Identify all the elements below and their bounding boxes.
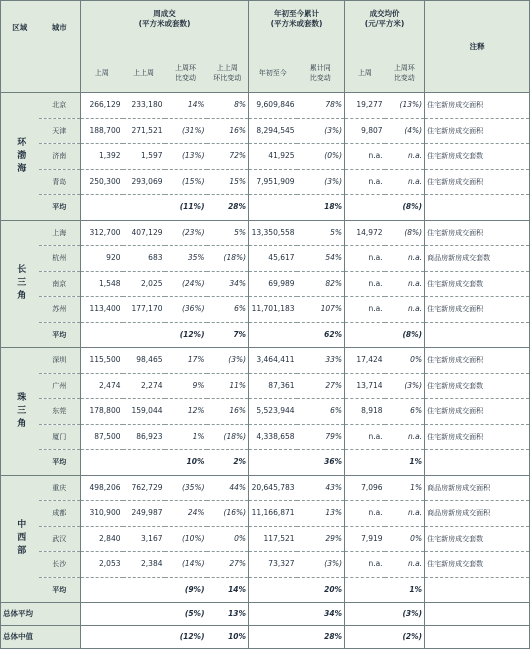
last-week-value: 115,500 [89,355,121,365]
wow-change: 1% [165,424,207,450]
empty-cell [345,577,385,603]
prev-week-value: 2,274 [123,373,165,399]
wow-change: (15%) [165,169,207,195]
average-prev-wow: 7% [207,322,249,348]
ytd-yoy-change: (0%) [297,144,345,170]
prev-wow-change: (16%) [207,501,249,527]
prev-week-value: 233,180 [131,100,163,110]
prev-week-value: 86,923 [123,424,165,450]
prev-wow-change: (18%) [207,424,249,450]
prev-wow-change: 8% [207,93,249,119]
last-week-value: 2,053 [81,552,123,578]
city-name: 武汉 [39,526,81,552]
total-prev-wow: 13% [207,603,249,626]
empty-cell [249,322,297,348]
ytd-yoy-change: 82% [297,271,345,297]
total-label: 总体中值 [1,626,81,649]
prev-week-value: 683 [123,246,165,272]
ytd-value: 3,464,411 [256,355,295,365]
prev-week-value: 98,465 [136,355,163,365]
table-row [1,169,530,195]
total-price-wow: (3%) [385,603,425,626]
average-label: 平均 [39,322,81,348]
city-name: 北京 [39,93,81,119]
total-row [1,626,530,649]
last-week-value: 498,206 [89,482,121,492]
empty-cell [123,577,165,603]
ytd-yoy-change: 6% [297,399,345,425]
wow-change: (31%) [165,118,207,144]
last-week-value: 188,700 [81,118,123,144]
price-value: n.a. [345,271,385,297]
empty-cell [345,450,385,476]
price-wow-change: (13%) [385,93,425,119]
table-row [1,246,530,272]
ytd-yoy-change: 27% [297,373,345,399]
table-row [1,424,530,450]
note-text: 商品房新房成交套数 [425,246,530,272]
prev-week-value: 2,025 [123,271,165,297]
prev-week-value: 407,129 [131,227,163,237]
price-wow-change: (8%) [385,220,425,246]
total-prev-wow: 10% [207,626,249,649]
note-text: 住宅新房成交套数 [425,271,530,297]
price-wow-change: n.a. [385,297,425,323]
note-text: 住宅新房成交面积 [425,348,530,374]
city-name: 广州 [39,373,81,399]
last-week-value: 2,840 [81,526,123,552]
wow-change: (10%) [165,526,207,552]
subheader-last-week: 上周 [81,55,123,93]
ytd-yoy-change: 79% [297,424,345,450]
price-value: 17,424 [356,355,383,365]
empty-cell [81,450,123,476]
wow-change: 12% [165,399,207,425]
header-ytd-group: 年初至今累计 (平方米或套数) [249,1,345,55]
ytd-yoy-change: 29% [297,526,345,552]
region-label: 珠三角 [1,348,39,476]
price-value: n.a. [345,297,385,323]
note-text: 住宅新房成交面积 [425,424,530,450]
average-price-wow: 1% [385,450,425,476]
price-wow-change: (4%) [385,118,425,144]
ytd-value: 5,523,944 [249,399,297,425]
ytd-value: 7,951,909 [249,169,297,195]
price-value: n.a. [345,424,385,450]
last-week-value: 1,392 [81,144,123,170]
empty-cell [123,195,165,221]
average-prev-wow: 2% [207,450,249,476]
table-row [1,118,530,144]
empty-cell [81,195,123,221]
city-name: 长沙 [39,552,81,578]
wow-change: 14% [187,100,205,110]
table-row [1,348,530,374]
prev-wow-change: 44% [207,475,249,501]
prev-wow-change: 0% [207,526,249,552]
ytd-yoy-change: 54% [297,246,345,272]
total-price-wow: (2%) [385,626,425,649]
wow-change: 35% [165,246,207,272]
total-wow: (12%) [165,626,207,649]
price-value: 7,096 [361,482,383,492]
price-value: 8,918 [345,399,385,425]
prev-week-value: 249,987 [123,501,165,527]
price-wow-change: 6% [385,399,425,425]
ytd-value: 73,327 [249,552,297,578]
ytd-value: 11,166,871 [249,501,297,527]
empty-cell [345,195,385,221]
wow-change: 9% [165,373,207,399]
table-row [1,501,530,527]
empty-cell [81,577,123,603]
note-text: 住宅新房成交面积 [425,169,530,195]
note-text: 住宅新房成交套数 [425,552,530,578]
price-value: 9,807 [345,118,385,144]
average-wow: 10% [165,450,207,476]
wow-change: (23%) [181,227,205,237]
last-week-value: 920 [81,246,123,272]
table-row [1,475,530,501]
empty-cell [425,603,530,626]
region-average-row [1,450,530,476]
city-name: 杭州 [39,246,81,272]
empty-cell [249,195,297,221]
total-ytd-yoy: 28% [297,626,345,649]
city-name: 东莞 [39,399,81,425]
note-text: 商品房新房成交面积 [425,501,530,527]
empty-cell [345,322,385,348]
ytd-value: 87,361 [249,373,297,399]
empty-cell [345,626,385,649]
table-row [1,220,530,246]
prev-wow-change: 6% [207,297,249,323]
city-name: 上海 [39,220,81,246]
wow-change: (35%) [181,482,205,492]
last-week-value: 113,400 [81,297,123,323]
note-text: 住宅新房成交面积 [425,297,530,323]
ytd-value: 69,989 [249,271,297,297]
ytd-yoy-change: 13% [297,501,345,527]
city-name: 南京 [39,271,81,297]
empty-cell [81,322,123,348]
empty-cell [249,577,297,603]
total-ytd-yoy: 34% [297,603,345,626]
average-ytd-yoy: 62% [297,322,345,348]
price-value: 13,714 [345,373,385,399]
prev-wow-change: (18%) [207,246,249,272]
prev-wow-change: (3%) [207,348,249,374]
last-week-value: 266,129 [89,100,121,110]
wow-change: 24% [165,501,207,527]
average-prev-wow: 14% [207,577,249,603]
note-text: 住宅新房成交面积 [425,118,530,144]
table-row [1,552,530,578]
price-value: n.a. [345,144,385,170]
average-label: 平均 [39,577,81,603]
average-wow: (9%) [165,577,207,603]
empty-cell [81,626,123,649]
average-label: 平均 [39,195,81,221]
price-wow-change: n.a. [385,501,425,527]
wow-change: 17% [187,355,205,365]
table-row [1,271,530,297]
price-value: n.a. [345,246,385,272]
wow-change: (14%) [165,552,207,578]
price-value: n.a. [345,552,385,578]
table-row [1,297,530,323]
average-prev-wow: 28% [207,195,249,221]
total-label: 总体平均 [1,603,81,626]
empty-cell [249,603,297,626]
empty-cell [249,450,297,476]
empty-cell [425,577,530,603]
city-name: 重庆 [39,475,81,501]
empty-cell [123,626,165,649]
table-row [1,526,530,552]
price-value: 7,919 [345,526,385,552]
prev-week-value: 271,521 [123,118,165,144]
prev-week-value: 177,170 [123,297,165,323]
price-value: n.a. [345,169,385,195]
price-wow-change: n.a. [385,169,425,195]
price-wow-change: n.a. [385,271,425,297]
prev-wow-change: 5% [207,220,249,246]
last-week-value: 250,300 [81,169,123,195]
note-text: 住宅新房成交面积 [425,220,530,246]
empty-cell [123,450,165,476]
last-week-value: 2,474 [81,373,123,399]
empty-cell [345,603,385,626]
header-price-group: 成交均价 (元/平方米) [345,1,425,55]
total-row [1,603,530,626]
table-header [1,1,530,93]
region-average-row [1,195,530,221]
prev-week-value: 2,384 [123,552,165,578]
wow-change: (13%) [165,144,207,170]
region-label: 长三角 [1,220,39,348]
prev-week-value: 1,597 [123,144,165,170]
header-notes: 注释 [425,1,530,93]
price-wow-change: n.a. [385,552,425,578]
ytd-yoy-change: (3%) [297,552,345,578]
subheader-prev-week: 上上周 [123,55,165,93]
empty-cell [81,603,123,626]
average-label: 平均 [39,450,81,476]
ytd-yoy-change: 33% [297,348,345,374]
price-wow-change: 0% [385,348,425,374]
last-week-value: 87,500 [81,424,123,450]
average-wow: (12%) [165,322,207,348]
prev-wow-change: 34% [207,271,249,297]
wow-change: (24%) [165,271,207,297]
average-ytd-yoy: 18% [297,195,345,221]
empty-cell [123,603,165,626]
empty-cell [425,450,530,476]
price-wow-change: 1% [385,475,425,501]
subheader-ytd-yoy: 累计同 比变动 [297,55,345,93]
price-wow-change: n.a. [385,424,425,450]
region-average-row [1,322,530,348]
region-label: 中西部 [1,475,39,603]
price-wow-change: n.a. [385,246,425,272]
ytd-value: 9,609,846 [256,100,295,110]
ytd-yoy-change: 43% [297,475,345,501]
note-text: 住宅新房成交面积 [425,93,530,119]
empty-cell [249,626,297,649]
average-price-wow: (8%) [385,195,425,221]
average-price-wow: (8%) [385,322,425,348]
ytd-value: 4,338,658 [249,424,297,450]
header-weekly-group: 周成交 (平方米或套数) [81,1,249,55]
city-name: 成都 [39,501,81,527]
region-label: 环渤海 [1,93,39,221]
table-row [1,373,530,399]
ytd-yoy-change: 78% [297,93,345,119]
table-row [1,399,530,425]
last-week-value: 312,700 [89,227,121,237]
ytd-value: 8,294,545 [249,118,297,144]
ytd-value: 45,617 [249,246,297,272]
price-wow-change: (3%) [385,373,425,399]
ytd-yoy-change: 107% [297,297,345,323]
city-name: 天津 [39,118,81,144]
ytd-yoy-change: 5% [297,220,345,246]
price-value: 19,277 [356,100,383,110]
ytd-yoy-change: (3%) [297,118,345,144]
average-ytd-yoy: 20% [297,577,345,603]
subheader-wow: 上周环 比变动 [165,55,207,93]
city-name: 苏州 [39,297,81,323]
price-value: n.a. [345,501,385,527]
prev-wow-change: 27% [207,552,249,578]
empty-cell [425,322,530,348]
note-text: 商品房新房成交面积 [425,475,530,501]
prev-wow-change: 72% [207,144,249,170]
subheader-price-last-week: 上周 [345,55,385,93]
city-name: 深圳 [39,348,81,374]
city-name: 青岛 [39,169,81,195]
prev-week-value: 762,729 [131,482,163,492]
region-average-row [1,577,530,603]
last-week-value: 178,800 [81,399,123,425]
subheader-prev-wow: 上上周 环比变动 [207,55,249,93]
table-body [1,93,530,649]
note-text: 住宅新房成交套数 [425,373,530,399]
ytd-value: 41,925 [249,144,297,170]
subheader-price-wow: 上周环 比变动 [385,55,425,93]
empty-cell [123,322,165,348]
total-wow: (5%) [165,603,207,626]
table-row [1,144,530,170]
average-ytd-yoy: 36% [297,450,345,476]
prev-week-value: 3,167 [123,526,165,552]
note-text: 住宅新房成交套数 [425,144,530,170]
average-wow: (11%) [165,195,207,221]
note-text: 住宅新房成交面积 [425,399,530,425]
prev-wow-change: 16% [207,118,249,144]
price-value: 14,972 [356,227,383,237]
empty-cell [425,626,530,649]
ytd-value: 117,521 [249,526,297,552]
prev-wow-change: 16% [207,399,249,425]
empty-cell [425,195,530,221]
last-week-value: 1,548 [81,271,123,297]
prev-week-value: 293,069 [123,169,165,195]
city-name: 厦门 [39,424,81,450]
ytd-value: 11,701,183 [249,297,297,323]
prev-wow-change: 15% [207,169,249,195]
price-wow-change: 0% [385,526,425,552]
last-week-value: 310,900 [81,501,123,527]
city-name: 济南 [39,144,81,170]
prev-wow-change: 11% [207,373,249,399]
subheader-ytd: 年初至今 [249,55,297,93]
average-price-wow: 1% [385,577,425,603]
price-wow-change: n.a. [385,144,425,170]
ytd-value: 13,350,558 [251,227,295,237]
wow-change: (36%) [165,297,207,323]
header-region: 区域 [1,1,39,55]
table-row [1,93,530,119]
ytd-value: 20,645,783 [251,482,295,492]
header-city: 城市 [39,1,81,55]
prev-week-value: 159,044 [123,399,165,425]
ytd-yoy-change: (3%) [297,169,345,195]
note-text: 住宅新房成交套数 [425,526,530,552]
